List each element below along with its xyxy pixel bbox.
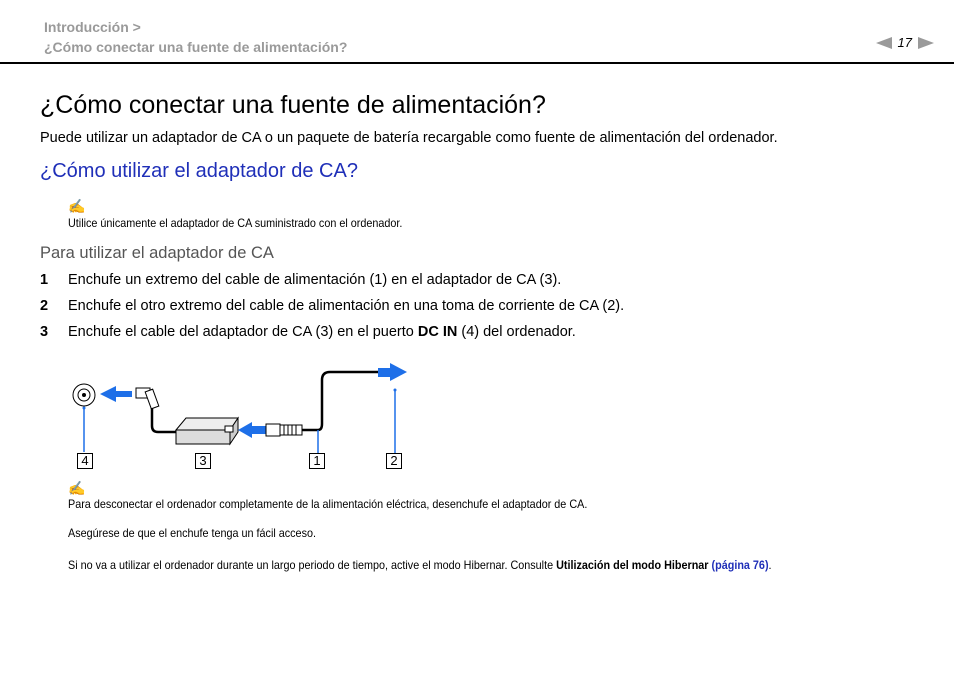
- step-text: [68, 324, 576, 340]
- plug-arrow-icon: [100, 386, 132, 402]
- step-number: 2: [40, 298, 49, 314]
- power-cord-connector-icon: [266, 372, 378, 453]
- adapter-diagram-svg: [60, 360, 420, 480]
- dc-in-port-label: DC IN: [417, 324, 458, 340]
- header-divider: [0, 62, 954, 64]
- note-text-part: Si no va a utilizar el ordenador durante un largo periodo de tiempo, active el modo Hibernar. Consulte: [68, 558, 557, 572]
- step-number: 1: [40, 272, 49, 288]
- figure-label: 1: [309, 453, 325, 469]
- breadcrumb-current: ¿Cómo conectar una fuente de alimentación?: [44, 39, 348, 55]
- page-navigation: [876, 35, 934, 50]
- page-number: 17: [897, 35, 912, 50]
- procedure-title: Para utilizar el adaptador de CA: [40, 244, 274, 262]
- note-text-part: .: [768, 558, 772, 572]
- hibernate-reference: Utilización del modo Hibernar: [556, 558, 709, 572]
- next-page-icon[interactable]: [918, 37, 934, 49]
- page-title: ¿Cómo conectar una fuente de alimentación?: [40, 91, 546, 119]
- figure-label: 3: [195, 453, 211, 469]
- step-item: [40, 298, 624, 314]
- figure-label: 4: [77, 453, 93, 469]
- figure-label: 2: [386, 453, 402, 469]
- section-title: ¿Cómo utilizar el adaptador de CA?: [40, 160, 358, 182]
- breadcrumb-parent[interactable]: Introducción >: [44, 19, 141, 35]
- step-number: 3: [40, 324, 49, 340]
- previous-page-icon[interactable]: [876, 37, 892, 49]
- step-text-part: Enchufe el cable del adaptador de CA (3) en el puerto: [68, 324, 418, 340]
- note-text: Asegúrese de que el enchufe tenga un fácil acceso.: [68, 526, 316, 540]
- step-text: Enchufe el otro extremo del cable de alimentación en una toma de corriente de CA (2).: [68, 298, 625, 314]
- cable-arrow-icon: [238, 422, 266, 438]
- page-76-link[interactable]: (página 76): [711, 558, 769, 572]
- outlet-arrow-icon: [378, 363, 407, 453]
- note-text: Para desconectar el ordenador completamente de la alimentación eléctrica, desenchufe el adaptador de CA.: [68, 497, 588, 511]
- breadcrumb: [44, 17, 347, 57]
- dc-in-port-icon: [73, 384, 95, 452]
- step-text-part: (4) del ordenador.: [457, 324, 576, 340]
- note-text: Utilice únicamente el adaptador de CA suministrado con el ordenador.: [68, 216, 403, 230]
- note-text: [68, 558, 772, 572]
- note-pencil-icon: ✍: [68, 198, 86, 214]
- dc-plug-icon: [136, 388, 178, 432]
- step-item: [40, 324, 576, 340]
- note-pencil-icon: ✍: [68, 480, 86, 496]
- intro-paragraph: Puede utilizar un adaptador de CA o un paquete de batería recargable como fuente de alimentación del ordenador.: [40, 130, 778, 146]
- step-item: [40, 272, 561, 288]
- connection-illustration: [60, 360, 420, 485]
- ac-adapter-icon: [176, 418, 238, 444]
- step-text: Enchufe un extremo del cable de alimentación (1) en el adaptador de CA (3).: [68, 272, 562, 288]
